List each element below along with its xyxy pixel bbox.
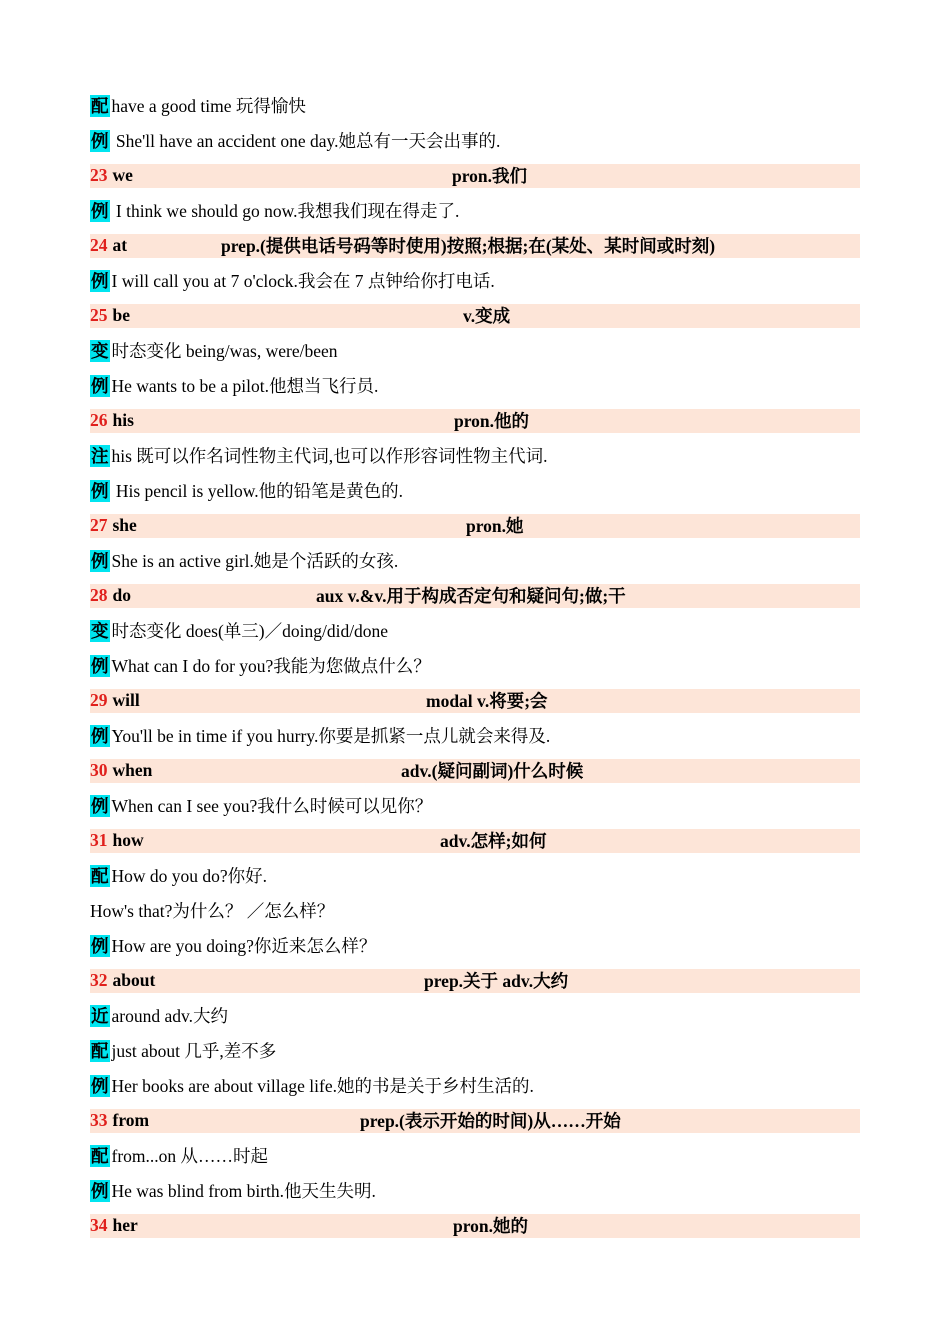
entry-text: I think we should go now.我想我们现在得走了. [111,201,460,221]
word-entry-header [90,1214,860,1238]
entry-text: He was blind from birth.他天生失明. [111,1181,376,1201]
entry-tag-label: 配 [91,865,109,886]
entry-text: have a good time 玩得愉快 [111,96,306,116]
entry-text: just about 几乎,差不多 [111,1041,277,1061]
entry-text: How's that?为什么？ ／怎么样？ [90,901,335,921]
entry-line [90,998,860,1033]
entry-definition: v.变成 [463,306,511,326]
entry-tag-label: 配 [91,1040,109,1061]
entry-text: from...on 从……时起 [111,1146,269,1166]
entry-tag-label: 变 [91,620,109,641]
entry-tag-label: 例 [91,200,109,221]
entry-word: when [112,760,153,780]
entry-text: How do you do?你好. [111,866,268,886]
entry-number: 30 [90,760,108,780]
word-entry-header [90,689,860,713]
entry-text: She is an active girl.她是个活跃的女孩. [111,551,399,571]
entry-definition: pron.她 [466,516,524,536]
entry-definition: prep.(表示开始的时间)从……开始 [360,1111,621,1131]
word-entry-header [90,514,860,538]
entry-tag-label: 例 [91,270,109,291]
entry-line [90,193,860,228]
entry-text: 时态变化 does(单三)／doing/did/done [111,621,389,641]
entry-tag-label: 注 [91,445,109,466]
entry-tag-label: 例 [91,480,109,501]
word-entry-header [90,409,860,433]
entry-number: 32 [90,970,108,990]
entry-definition: adv.怎样;如何 [440,831,547,851]
entry-list [90,88,860,1238]
entry-line [90,613,860,648]
entry-text: How are you doing?你近来怎么样？ [111,936,377,956]
entry-line [90,88,860,123]
entry-number: 26 [90,410,108,430]
entry-definition: prep.(提供电话号码等时使用)按照;根据;在(某处、某时间或时刻) [221,236,716,256]
entry-line [90,333,860,368]
entry-definition: modal v.将要;会 [426,691,548,711]
word-entry-header [90,584,860,608]
entry-tag-label: 例 [91,935,109,956]
entry-number: 24 [90,235,108,255]
entry-tag-label: 配 [91,95,109,116]
word-entry-header [90,304,860,328]
entry-text: I will call you at 7 o'clock.我会在 7 点钟给你打电话. [111,271,495,291]
entry-word: she [112,515,137,535]
word-entry-header [90,1109,860,1133]
entry-definition: adv.(疑问副词)什么时候 [401,761,584,781]
entry-text: When can I see you?我什么时候可以见你？ [111,796,433,816]
entry-definition: pron.我们 [452,166,528,186]
entry-word: how [112,830,144,850]
entry-tag-label: 例 [91,795,109,816]
entry-number: 28 [90,585,108,605]
entry-word: his [112,410,134,430]
entry-tag-label: 例 [91,130,109,151]
entry-tag-label: 例 [91,375,109,396]
word-entry-header [90,969,860,993]
entry-tag-label: 例 [91,1180,109,1201]
entry-text: What can I do for you?我能为您做点什么？ [111,656,431,676]
entry-line [90,718,860,753]
entry-word: from [112,1110,150,1130]
word-entry-header [90,164,860,188]
entry-line [90,1173,860,1208]
entry-tag-label: 例 [91,655,109,676]
entry-line [90,858,860,893]
word-entry-header [90,759,860,783]
entry-definition: prep.关于 adv.大约 [424,971,569,991]
entry-definition: pron.他的 [454,411,530,431]
entry-word: at [112,235,128,255]
entry-text: You'll be in time if you hurry.你要是抓紧一点儿就会来得及. [111,726,551,746]
entry-word: do [112,585,131,605]
entry-word: her [112,1215,138,1235]
entry-text: His pencil is yellow.他的铅笔是黄色的. [111,481,403,501]
entry-line [90,648,860,683]
entry-text: She'll have an accident one day.她总有一天会出事的. [111,131,501,151]
entry-word: about [112,970,156,990]
entry-text: around adv.大约 [111,1006,228,1026]
vocabulary-page [90,88,860,1243]
entry-tag-label: 例 [91,725,109,746]
entry-text: 时态变化 being/was, were/been [111,341,338,361]
word-entry-header [90,829,860,853]
entry-text: his 既可以作名词性物主代词,也可以作形容词性物主代词. [111,446,548,466]
entry-tag-label: 变 [91,340,109,361]
entry-line [90,1138,860,1173]
entry-line [90,368,860,403]
entry-number: 34 [90,1215,108,1235]
entry-tag-label: 配 [91,1145,109,1166]
entry-line [90,928,860,963]
entry-tag-label: 例 [91,1075,109,1096]
entry-line [90,473,860,508]
word-entry-header [90,234,860,258]
entry-number: 33 [90,1110,108,1130]
entry-word: will [112,690,140,710]
entry-line [90,893,860,928]
entry-text: He wants to be a pilot.他想当飞行员. [111,376,379,396]
entry-word: be [112,305,130,325]
entry-word: we [112,165,133,185]
entry-line [90,788,860,823]
entry-number: 29 [90,690,108,710]
entry-line [90,1033,860,1068]
entry-text: Her books are about village life.她的书是关于乡村生活的. [111,1076,534,1096]
entry-line [90,123,860,158]
entry-line [90,438,860,473]
entry-number: 31 [90,830,108,850]
entry-definition: aux v.&v.用于构成否定句和疑问句;做;干 [316,586,626,606]
entry-tag-label: 近 [91,1005,109,1026]
entry-line [90,543,860,578]
entry-line [90,1068,860,1103]
entry-number: 23 [90,165,108,185]
entry-definition: pron.她的 [453,1216,529,1236]
entry-line [90,263,860,298]
entry-number: 25 [90,305,108,325]
entry-number: 27 [90,515,108,535]
entry-tag-label: 例 [91,550,109,571]
